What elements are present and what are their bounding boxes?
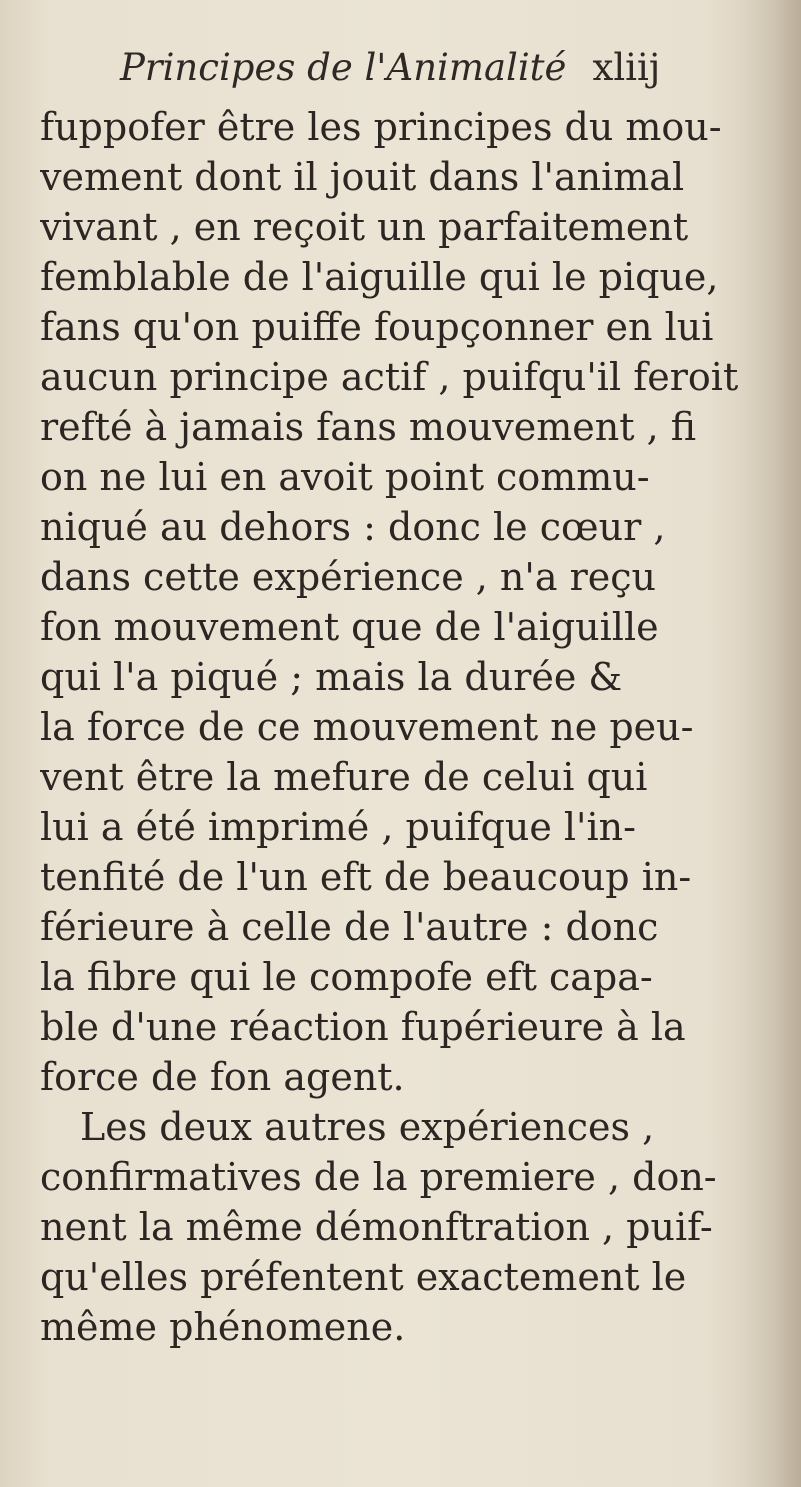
text-line: qui l'a piqué ; mais la durée & (40, 655, 623, 699)
text-line: niqué au dehors : donc le cœur , (40, 505, 666, 549)
text-line: fon mouvement que de l'aiguille (40, 605, 659, 649)
text-line: la fibre qui le compofe eft capa- (40, 955, 653, 999)
body-text (40, 102, 770, 1352)
text-line: on ne lui en avoit point commu- (40, 455, 650, 499)
text-line: confirmatives de la premiere , don- (40, 1155, 717, 1199)
text-line: aucun principe actif , puifqu'il feroit (40, 355, 739, 399)
text-line: refté à jamais fans mouvement , fi (40, 405, 697, 449)
text-line: femblable de l'aiguille qui le pique, (40, 255, 719, 299)
text-line: vent être la mefure de celui qui (40, 755, 648, 799)
text-line: vement dont il jouit dans l'animal (40, 155, 685, 199)
text-line: férieure à celle de l'autre : donc (40, 905, 659, 949)
running-head (120, 40, 760, 96)
text-line: lui a été imprimé , puifque l'in- (40, 805, 636, 849)
text-line: ble d'une réaction fupérieure à la (40, 1005, 686, 1049)
text-line: force de fon agent. (40, 1055, 405, 1099)
text-line: fuppofer être les principes du mou- (40, 105, 722, 149)
text-line: tenfité de l'un eft de beaucoup in- (40, 855, 692, 899)
text-line: vivant , en reçoit un parfaitement (40, 205, 689, 249)
text-line: dans cette expérience , n'a reçu (40, 555, 656, 599)
page-number: xliij (592, 46, 661, 89)
running-head-title: Principes de l'Animalité (120, 46, 567, 89)
text-line: nent la même démonftration , puif- (40, 1205, 713, 1249)
text-line: même phénomene. (40, 1305, 406, 1349)
text-line: qu'elles préfentent exactement le (40, 1255, 687, 1299)
text-line: la force de ce mouvement ne peu- (40, 705, 694, 749)
paragraph-start-line: Les deux autres expériences , (80, 1105, 655, 1149)
text-line: fans qu'on puiffe foupçonner en lui (40, 305, 714, 349)
